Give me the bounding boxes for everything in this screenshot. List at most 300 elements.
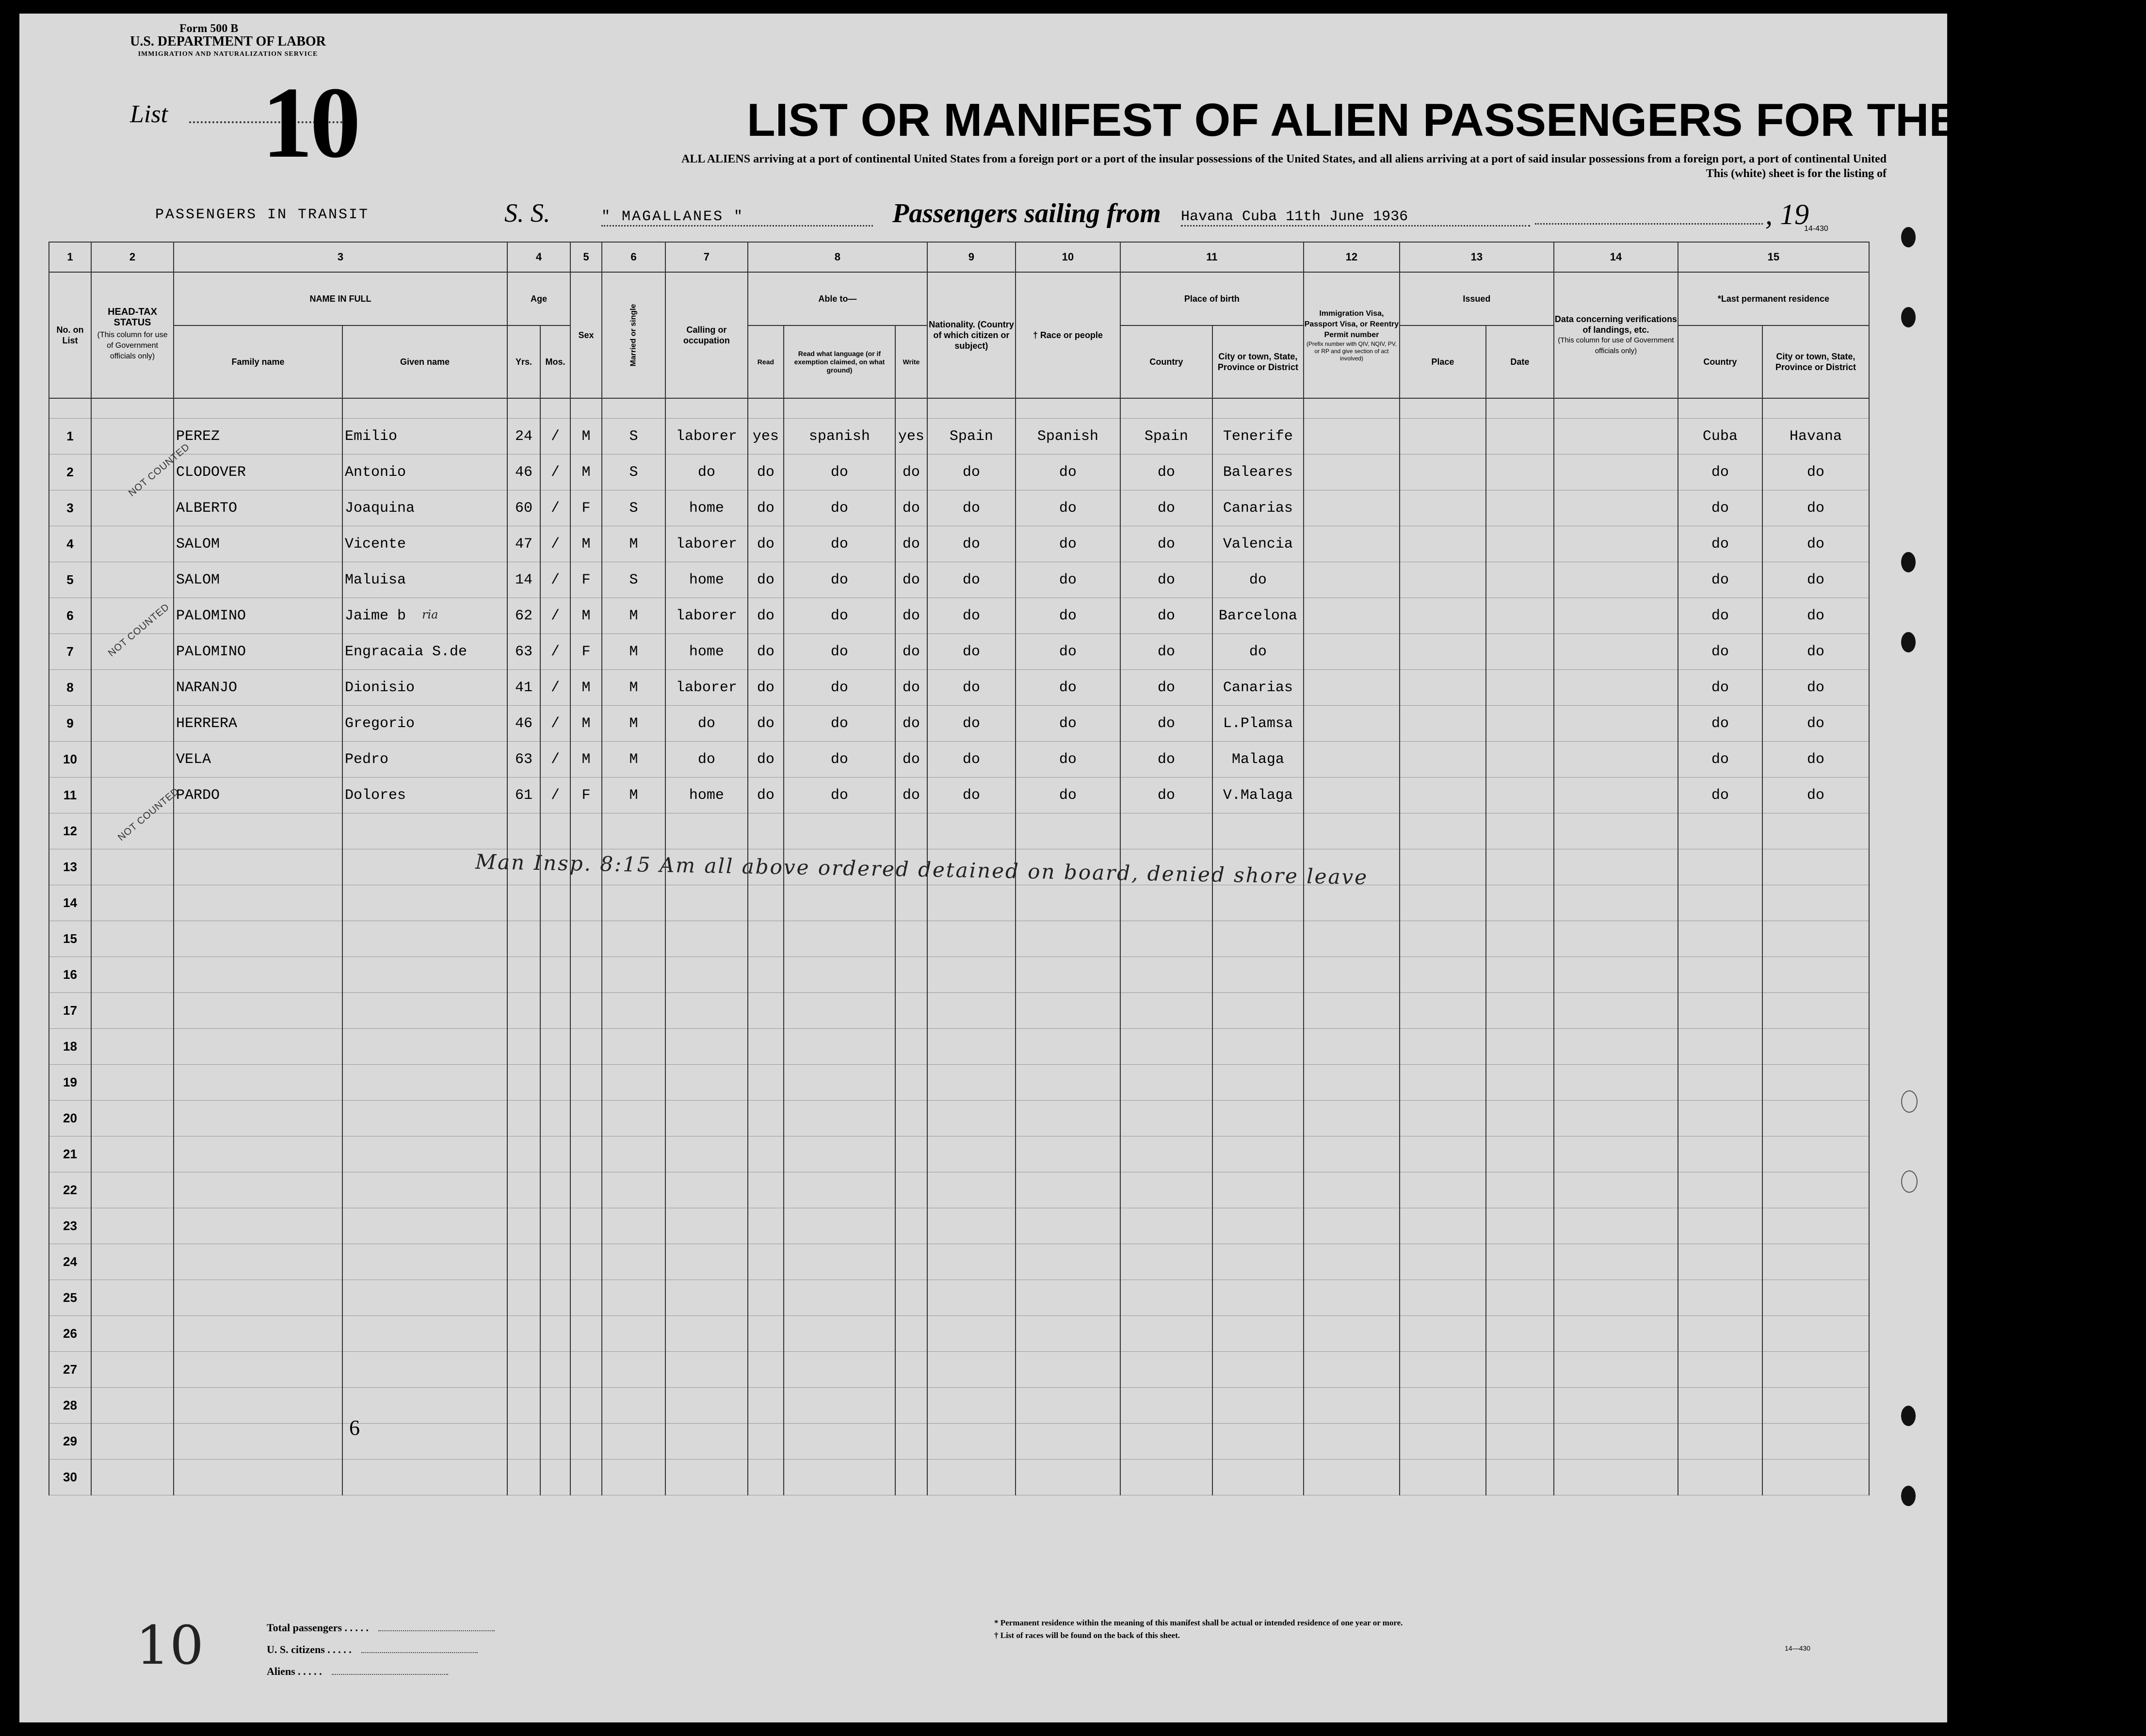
row-number: 28 [49, 1388, 91, 1424]
given-name [342, 1316, 507, 1352]
race: do [1016, 526, 1120, 562]
head-tax-cell [91, 1316, 174, 1352]
issued-date [1486, 813, 1554, 849]
col-num: 4 [507, 242, 570, 272]
col-num: 11 [1120, 242, 1304, 272]
last-residence-header: *Last permanent residence [1678, 272, 1869, 325]
visa-number [1304, 1101, 1400, 1136]
birth-city [1212, 1388, 1304, 1424]
sex: M [570, 742, 602, 778]
issued-date [1486, 742, 1554, 778]
residence-city: do [1762, 526, 1869, 562]
race [1016, 1172, 1120, 1208]
occupation: home [665, 562, 748, 598]
visa-number [1304, 957, 1400, 993]
sex [570, 993, 602, 1029]
residence-country: do [1678, 526, 1762, 562]
table-row [49, 1065, 1869, 1101]
occupation [665, 813, 748, 849]
sex: M [570, 454, 602, 490]
birth-country [1120, 1172, 1212, 1208]
can-write [895, 1029, 927, 1065]
birth-city: Tenerife [1212, 419, 1304, 454]
birth-country: do [1120, 670, 1212, 706]
given-name [342, 813, 507, 849]
binder-hole [1901, 632, 1916, 652]
family-name: VELA [174, 742, 342, 778]
nationality [927, 1029, 1016, 1065]
given-name [342, 1065, 507, 1101]
row-number: 18 [49, 1029, 91, 1065]
can-read: do [748, 670, 784, 706]
occupation [665, 1280, 748, 1316]
can-write [895, 1208, 927, 1244]
married-label: Married or single [629, 304, 638, 367]
marital-status: M [602, 526, 665, 562]
nationality: Spain [927, 419, 1016, 454]
can-read: do [748, 706, 784, 742]
residence-city: Havana [1762, 419, 1869, 454]
family-name [174, 1136, 342, 1172]
row-number: 22 [49, 1172, 91, 1208]
age-months: / [540, 670, 570, 706]
age-years: 60 [507, 490, 540, 526]
given-name: Antonio [342, 454, 507, 490]
head-tax-cell [91, 742, 174, 778]
col-num: 5 [570, 242, 602, 272]
issued-date [1486, 1388, 1554, 1424]
not-counted-stamp: NOT COUNTED [106, 601, 172, 659]
table-row [49, 1352, 1869, 1388]
can-read: do [748, 526, 784, 562]
birth-city-header: City or town, State, Province or District [1212, 325, 1304, 398]
residence-city [1762, 1172, 1869, 1208]
visa-number [1304, 1172, 1400, 1208]
read-language: do [784, 598, 895, 634]
birth-country: do [1120, 778, 1212, 813]
residence-country [1678, 1424, 1762, 1460]
issued-date [1486, 706, 1554, 742]
residence-country: do [1678, 562, 1762, 598]
age-months [540, 1280, 570, 1316]
landings-data [1554, 1424, 1678, 1460]
residence-country: do [1678, 670, 1762, 706]
age-months [540, 1101, 570, 1136]
residence-city: do [1762, 490, 1869, 526]
issued-place [1400, 1101, 1486, 1136]
landings-data [1554, 1101, 1678, 1136]
visa-number [1304, 706, 1400, 742]
birth-country [1120, 993, 1212, 1029]
residence-country [1678, 1136, 1762, 1172]
race [1016, 813, 1120, 849]
head-tax-cell [91, 670, 174, 706]
handwritten-insert: ria [422, 608, 438, 621]
race [1016, 921, 1120, 957]
marital-status [602, 1208, 665, 1244]
family-name [174, 849, 342, 885]
occupation [665, 1172, 748, 1208]
read-language [784, 813, 895, 849]
col-num: 10 [1016, 242, 1120, 272]
table-row [49, 993, 1869, 1029]
race: do [1016, 598, 1120, 634]
age-years [507, 885, 540, 921]
total-passengers-line [378, 1630, 495, 1631]
race [1016, 885, 1120, 921]
visa-header [1304, 272, 1400, 398]
table-row [49, 1460, 1869, 1495]
visa-number [1304, 1460, 1400, 1495]
residence-country [1678, 1244, 1762, 1280]
race: do [1016, 742, 1120, 778]
residence-country: do [1678, 634, 1762, 670]
visa-number [1304, 1244, 1400, 1280]
birth-city [1212, 921, 1304, 957]
can-read [748, 921, 784, 957]
issued-date [1486, 1101, 1554, 1136]
sex [570, 1101, 602, 1136]
residence-country-header: Country [1678, 325, 1762, 398]
binder-hole [1901, 227, 1916, 247]
read-language: do [784, 562, 895, 598]
landings-data [1554, 562, 1678, 598]
can-read: do [748, 634, 784, 670]
marital-status [602, 1244, 665, 1280]
occupation [665, 1460, 748, 1495]
head-tax-cell [91, 885, 174, 921]
can-read [748, 1172, 784, 1208]
race: do [1016, 490, 1120, 526]
can-read [748, 1136, 784, 1172]
table-row [49, 670, 1869, 706]
occupation [665, 1136, 748, 1172]
landings-note: (This column for use of Government officials only) [1558, 336, 1674, 355]
can-write: do [895, 454, 927, 490]
issued-date [1486, 1208, 1554, 1244]
can-read [748, 1460, 784, 1495]
issued-date [1486, 1424, 1554, 1460]
head-tax-cell [91, 1244, 174, 1280]
residence-country [1678, 1208, 1762, 1244]
form-number: Form 500 B [179, 22, 239, 35]
visa-number [1304, 598, 1400, 634]
marital-status [602, 1280, 665, 1316]
family-name [174, 1101, 342, 1136]
issued-date [1486, 1029, 1554, 1065]
marital-status: S [602, 490, 665, 526]
issued-place [1400, 885, 1486, 921]
binder-hole [1901, 552, 1916, 572]
read-language [784, 1244, 895, 1280]
landings-data [1554, 634, 1678, 670]
head-tax-cell [91, 921, 174, 957]
family-name [174, 1424, 342, 1460]
visa-number [1304, 1208, 1400, 1244]
family-name [174, 1244, 342, 1280]
birth-city [1212, 1460, 1304, 1495]
issued-date [1486, 921, 1554, 957]
given-name [342, 1388, 507, 1424]
visa-number [1304, 1388, 1400, 1424]
col-num: 12 [1304, 242, 1400, 272]
row-number: 25 [49, 1280, 91, 1316]
marital-status [602, 957, 665, 993]
can-write: do [895, 670, 927, 706]
issued-date [1486, 454, 1554, 490]
nationality: do [927, 490, 1016, 526]
marital-status [602, 1101, 665, 1136]
col-num: 13 [1400, 242, 1554, 272]
nationality [927, 1316, 1016, 1352]
landings-data [1554, 885, 1678, 921]
age-months: / [540, 526, 570, 562]
occupation: home [665, 634, 748, 670]
landings-data [1554, 490, 1678, 526]
visa-number [1304, 1065, 1400, 1101]
sex [570, 921, 602, 957]
residence-country [1678, 1101, 1762, 1136]
visa-title: Immigration Visa, Passport Visa, or Reentry Permit number [1304, 309, 1399, 339]
landings-data [1554, 1244, 1678, 1280]
birth-city: Canarias [1212, 490, 1304, 526]
occupation: do [665, 454, 748, 490]
visa-number [1304, 1424, 1400, 1460]
can-read [748, 1316, 784, 1352]
nationality: do [927, 778, 1016, 813]
visa-number [1304, 670, 1400, 706]
occupation [665, 957, 748, 993]
birth-city [1212, 1208, 1304, 1244]
family-name [174, 1065, 342, 1101]
given-name [342, 1208, 507, 1244]
given-name [342, 1424, 507, 1460]
issued-date [1486, 1460, 1554, 1495]
sex: M [570, 526, 602, 562]
residence-city [1762, 1208, 1869, 1244]
read-language: do [784, 490, 895, 526]
row-number: 1 [49, 419, 91, 454]
sex [570, 813, 602, 849]
landings-data [1554, 706, 1678, 742]
birth-country [1120, 1136, 1212, 1172]
age-months: / [540, 742, 570, 778]
able-to-header: Able to— [748, 272, 927, 325]
residence-country: do [1678, 598, 1762, 634]
birth-city [1212, 1424, 1304, 1460]
sex [570, 1029, 602, 1065]
landings-data [1554, 921, 1678, 957]
sex: M [570, 598, 602, 634]
landings-header [1554, 272, 1678, 398]
service-name: IMMIGRATION AND NATURALIZATION SERVICE [138, 50, 318, 58]
given-name: Maluisa [342, 562, 507, 598]
given-name-header: Given name [342, 325, 507, 398]
instructions-line-1: ALL ALIENS arriving at a port of continental United States from a foreign port or a port of the insular possessions of the United States, and all aliens arriving at a port of said insular possessions from a foreign port, a port of continental United [681, 153, 1887, 165]
landings-data [1554, 526, 1678, 562]
residence-country [1678, 1388, 1762, 1424]
table-row [49, 1424, 1869, 1460]
page-title: LIST OR MANIFEST OF ALIEN PASSENGERS FOR THE UNITED [747, 94, 2146, 146]
age-months [540, 1424, 570, 1460]
issued-place [1400, 1244, 1486, 1280]
table-row [49, 490, 1869, 526]
race: do [1016, 706, 1120, 742]
row-number: 10 [49, 742, 91, 778]
read-language [784, 1101, 895, 1136]
landings-data [1554, 742, 1678, 778]
race: do [1016, 670, 1120, 706]
list-label: List [130, 100, 168, 128]
family-name [174, 1316, 342, 1352]
occupation: laborer [665, 419, 748, 454]
nationality [927, 993, 1016, 1029]
residence-country [1678, 1172, 1762, 1208]
visa-number [1304, 1029, 1400, 1065]
birth-city: V.Malaga [1212, 778, 1304, 813]
given-name [342, 921, 507, 957]
issued-date [1486, 778, 1554, 813]
footer-code: 14—430 [1785, 1644, 1810, 1652]
table-row [49, 778, 1869, 813]
birth-city [1212, 1316, 1304, 1352]
age-months [540, 1172, 570, 1208]
given-name: Jaime b [342, 598, 507, 634]
birth-country [1120, 1244, 1212, 1280]
ship-name: " MAGALLANES " [601, 209, 873, 227]
can-write [895, 813, 927, 849]
can-read [748, 1029, 784, 1065]
can-read [748, 1424, 784, 1460]
row-number: 27 [49, 1352, 91, 1388]
given-name [342, 993, 507, 1029]
col-num: 14 [1554, 242, 1678, 272]
marital-status: S [602, 419, 665, 454]
read-language [784, 1388, 895, 1424]
family-name [174, 921, 342, 957]
name-in-full-header: NAME IN FULL [174, 272, 507, 325]
birth-country [1120, 1388, 1212, 1424]
not-counted-stamp: NOT COUNTED [127, 441, 192, 499]
race [1016, 993, 1120, 1029]
age-years: 63 [507, 634, 540, 670]
nationality: do [927, 706, 1016, 742]
spacer-row [49, 398, 1869, 419]
row-number: 19 [49, 1065, 91, 1101]
birth-city [1212, 1101, 1304, 1136]
issued-place [1400, 454, 1486, 490]
issued-date [1486, 1244, 1554, 1280]
age-years: 41 [507, 670, 540, 706]
mos-header: Mos. [540, 325, 570, 398]
marital-status: S [602, 454, 665, 490]
marital-status [602, 1065, 665, 1101]
age-months [540, 1244, 570, 1280]
footnote-residence: * Permanent residence within the meaning of this manifest shall be actual or intended residence of one year or more. [994, 1618, 1403, 1627]
occupation: do [665, 742, 748, 778]
residence-city: do [1762, 598, 1869, 634]
given-name [342, 1029, 507, 1065]
head-tax-note: (This column for use of Government officials only) [97, 331, 168, 360]
issued-place [1400, 1172, 1486, 1208]
birth-country-header: Country [1120, 325, 1212, 398]
family-name [174, 1172, 342, 1208]
age-years [507, 921, 540, 957]
visa-number [1304, 993, 1400, 1029]
sex: F [570, 562, 602, 598]
issued-date [1486, 885, 1554, 921]
landings-data [1554, 1065, 1678, 1101]
birth-country: do [1120, 742, 1212, 778]
issued-place [1400, 1208, 1486, 1244]
visa-number [1304, 778, 1400, 813]
age-months [540, 1136, 570, 1172]
binder-hole [1901, 1406, 1916, 1426]
sailing-label: Passengers sailing from [892, 198, 1161, 228]
birth-country [1120, 813, 1212, 849]
landings-data [1554, 598, 1678, 634]
sex [570, 1388, 602, 1424]
read-language: do [784, 742, 895, 778]
age-years [507, 1065, 540, 1101]
birth-city [1212, 1172, 1304, 1208]
residence-country: do [1678, 454, 1762, 490]
read-language: do [784, 706, 895, 742]
table-row [49, 419, 1869, 454]
age-years: 46 [507, 454, 540, 490]
read-language [784, 1029, 895, 1065]
can-read: do [748, 490, 784, 526]
family-name [174, 957, 342, 993]
residence-city: do [1762, 706, 1869, 742]
birth-city [1212, 885, 1304, 921]
marital-status: M [602, 598, 665, 634]
landings-data [1554, 813, 1678, 849]
visa-number [1304, 1352, 1400, 1388]
row-number: 30 [49, 1460, 91, 1495]
given-name [342, 957, 507, 993]
birth-country [1120, 921, 1212, 957]
sex [570, 885, 602, 921]
aliens-label [267, 1665, 448, 1678]
row-number: 4 [49, 526, 91, 562]
table-row [49, 598, 1869, 634]
residence-country [1678, 957, 1762, 993]
age-years: 14 [507, 562, 540, 598]
can-read [748, 1208, 784, 1244]
sex: M [570, 670, 602, 706]
marital-status: M [602, 778, 665, 813]
row-number: 7 [49, 634, 91, 670]
race [1016, 1352, 1120, 1388]
head-tax-cell [91, 1280, 174, 1316]
can-write: do [895, 634, 927, 670]
married-header [602, 272, 665, 398]
sex: F [570, 490, 602, 526]
birth-city [1212, 1244, 1304, 1280]
family-name [174, 1280, 342, 1316]
issued-place [1400, 1136, 1486, 1172]
race [1016, 1065, 1120, 1101]
binder-hole [1901, 307, 1916, 327]
table-row [49, 1244, 1869, 1280]
read-language [784, 1172, 895, 1208]
residence-country [1678, 1460, 1762, 1495]
can-write [895, 1280, 927, 1316]
age-months: / [540, 706, 570, 742]
residence-city [1762, 1388, 1869, 1424]
read-language [784, 1280, 895, 1316]
